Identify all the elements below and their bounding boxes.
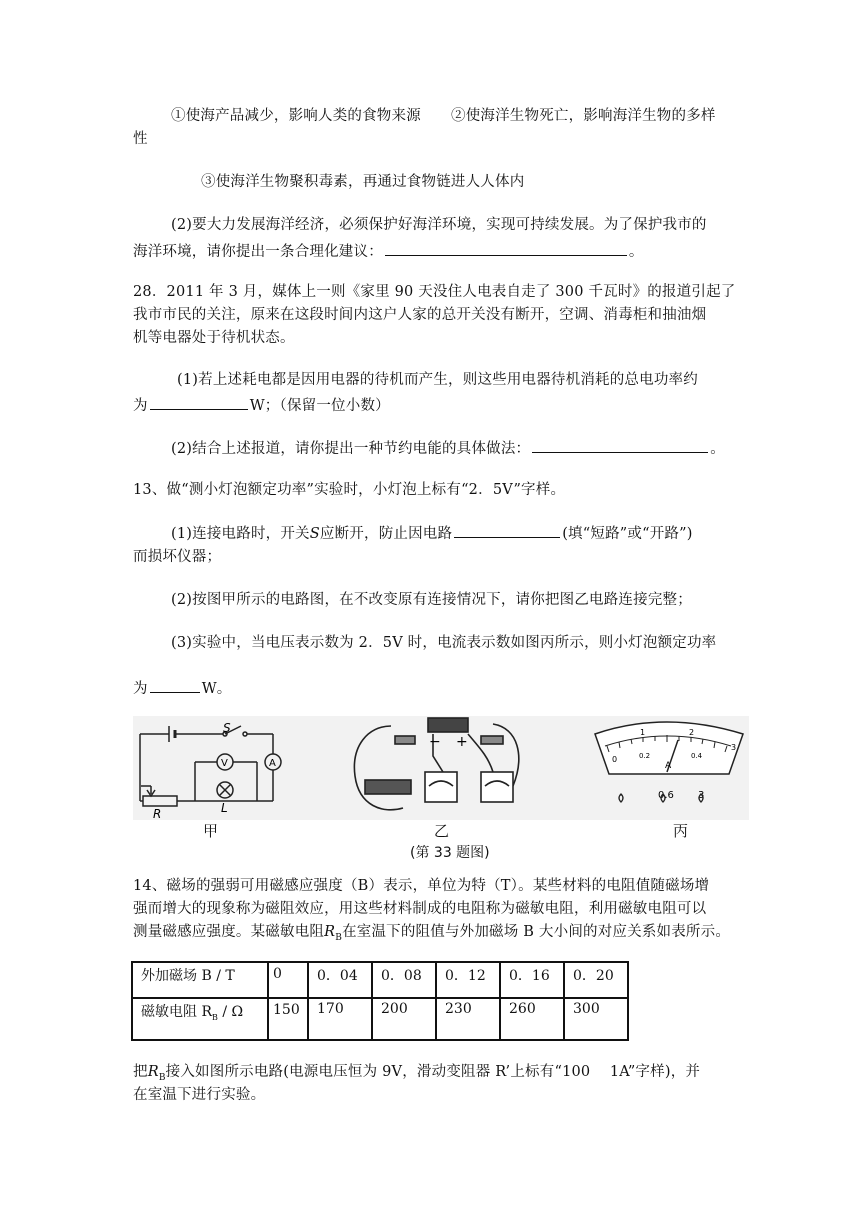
q14-stem-line3 [133, 922, 730, 948]
q13-part1-text-c: (填“短路”或“开路”) [562, 526, 693, 542]
q14-line4-text-a: 把 [133, 1064, 148, 1080]
q13-fault-blank[interactable] [454, 522, 560, 538]
q27-option-2-cont: 性 [133, 131, 148, 147]
rheostat-device [365, 780, 411, 794]
table-cell: 300 [564, 998, 628, 1040]
q13-power-blank[interactable] [150, 677, 200, 693]
rheostat-symbol [143, 796, 177, 806]
q27-option-1: ①使海产品减少，影响人类的食物来源 [171, 108, 421, 124]
q14-rb-symbol: R [324, 924, 336, 940]
table-header-unit: / Ω [217, 1004, 244, 1020]
q14-line4-rb-symbol: R [147, 1064, 159, 1080]
q28-part1-unit: W；（保留一位小数） [249, 398, 390, 414]
lamp-holder [395, 736, 415, 744]
switch-device [481, 736, 503, 744]
meter-small-0-4: 0.4 [691, 752, 703, 760]
q13-part1-line1 [171, 522, 693, 544]
q14-rb-subscript: B [335, 932, 343, 943]
table-cell: 150 [268, 998, 308, 1040]
q13-part3-line2 [133, 677, 232, 699]
circuit-figure [133, 716, 749, 820]
table-header-resistance-text: 磁敏电阻 R [141, 1004, 212, 1020]
table-cell: 260 [500, 998, 564, 1040]
table-cell: 200 [372, 998, 436, 1040]
table-cell: 0．12 [436, 962, 500, 998]
terminal-minus: - [619, 790, 623, 801]
circuit-diagram-jia [140, 726, 281, 806]
table-cell: 0．16 [500, 962, 564, 998]
table-cell: 0．20 [564, 962, 628, 998]
table-header-field: 外加磁场 B / T [132, 962, 268, 998]
q27-part2-line2 [133, 240, 644, 262]
resistance-table [131, 961, 629, 1041]
q27-option-2: ②使海洋生物死亡，影响海洋生物的多样 [451, 108, 716, 124]
table-row [132, 962, 628, 998]
q27-part2-line1: (2)要大力发展海洋经济，必须保护好海洋环境，实现可持续发展。为了保护我市的 [171, 217, 707, 233]
rheostat-label: R [153, 807, 162, 820]
q28-stem-line1: 28．2011 年 3 月，媒体上一则《家里 90 天没住人电表自走了 300 千瓦时》的报道引起了 [133, 284, 736, 300]
lamp-label: L [221, 801, 228, 815]
ammeter-device [481, 772, 513, 802]
battery-box [428, 718, 468, 732]
figure-drawing [133, 716, 749, 820]
q28-part2-text: (2)结合上述报道，请你提出一种节约电能的具体做法： [171, 441, 531, 457]
q28-stem-line2: 我市市民的关注，原来在这段时间内这户人家的总开关没有断开，空调、消毒柜和抽油烟 [133, 307, 707, 323]
q28-stem-line3: 机等电器处于待机状态。 [133, 330, 295, 346]
q14-stem-line1: 14、磁场的强弱可用磁感应强度（B）表示，单位为特（T）。某些材料的电阻值随磁场增 [133, 878, 710, 894]
q27-part2-end: 。 [628, 244, 644, 260]
table-cell: 0．04 [308, 962, 372, 998]
table-row [132, 998, 628, 1040]
meter-tick-2: 2 [689, 728, 695, 737]
q14-stem-line2: 强而增大的现象称为磁阻效应，用这些材料制成的电阻称为磁敏电阻，利用磁敏电阻可以 [133, 901, 707, 917]
q14-line5: 在室温下进行实验。 [133, 1087, 266, 1103]
switch-label: S [223, 721, 231, 735]
figure-label-bing: 丙 [673, 822, 689, 840]
meter-tick-3: 3 [731, 743, 737, 752]
q28-part2-end: 。 [710, 441, 725, 457]
q27-part2-text: 海洋环境，请你提出一条合理化建议： [133, 244, 383, 260]
meter-small-0-2: 0.2 [639, 752, 651, 760]
terminal-3: 3 [698, 790, 705, 801]
table-cell: 0 [268, 962, 308, 998]
q28-suggestion-blank[interactable] [532, 437, 708, 453]
q13-switch-symbol: S [309, 526, 320, 542]
q13-stem: 13、做“测小灯泡额定功率”实验时，小灯泡上标有“2．5V”字样。 [133, 482, 566, 498]
q14-line4-text-b: 接入如图所示电路(电源电压恒为 9V，滑动变阻器 R’上标有“100 1A”字样)，并 [165, 1064, 701, 1080]
q28-part1-line1: (1)若上述耗电都是因用电器的待机而产生，则这些用电器待机消耗的总电功率约 [177, 372, 698, 388]
meter-tick-0: 0 [612, 755, 618, 764]
battery-plus-mark: + [456, 734, 468, 750]
q13-part3-line1: (3)实验中，当电压表示数为 2．5V 时，电流表示数如图丙所示，则小灯泡额定功率 [171, 635, 717, 651]
table-header-subscript: B [212, 1012, 218, 1022]
q14-line3-text-b: 在室温下的阻值与外加磁场 B 大小间的对应关系如表所示。 [342, 924, 731, 940]
figure-label-jia: 甲 [203, 822, 219, 840]
terminal-0-6: 0.6 [658, 790, 674, 801]
figure-label-yi: 乙 [434, 822, 450, 840]
q13-part1-line2: 而损坏仪器； [133, 549, 222, 565]
battery-minus-mark: − [429, 734, 441, 750]
q28-part1-line2 [133, 394, 390, 416]
meter-tick-1: 1 [640, 728, 646, 737]
figure-caption: (第 33 题图) [410, 845, 490, 861]
q14-line4 [133, 1062, 700, 1088]
q28-part1-text: 为 [133, 398, 148, 414]
q27-option-3: ③使海洋生物聚积毒素，再通过食物链进人人体内 [201, 174, 525, 190]
q28-power-blank[interactable] [150, 394, 248, 410]
q13-part2: (2)按图甲所示的电路图，在不改变原有连接情况下，请你把图乙电路连接完整； [171, 592, 692, 608]
physical-circuit-yi [354, 718, 518, 810]
q13-part1-text-b: 应断开，防止因电路 [319, 526, 453, 542]
q14-line4-rb-subscript: B [158, 1072, 166, 1083]
q13-part1-text-a: (1)连接电路时，开关 [171, 526, 310, 542]
q13-part3-unit: W。 [201, 681, 232, 697]
q28-part2 [171, 437, 725, 459]
meter-unit: A [665, 761, 672, 771]
voltmeter-label: V [221, 758, 228, 769]
table-header-resistance [132, 998, 268, 1040]
ammeter-label: A [269, 758, 276, 769]
table-cell: 0．08 [372, 962, 436, 998]
q13-part3-text: 为 [133, 681, 148, 697]
table-cell: 230 [436, 998, 500, 1040]
table-cell: 170 [308, 998, 372, 1040]
q14-line3-text-a: 测量磁感应强度。某磁敏电阻 [133, 924, 325, 940]
q27-answer-blank[interactable] [385, 240, 627, 256]
voltmeter-device [425, 772, 457, 802]
